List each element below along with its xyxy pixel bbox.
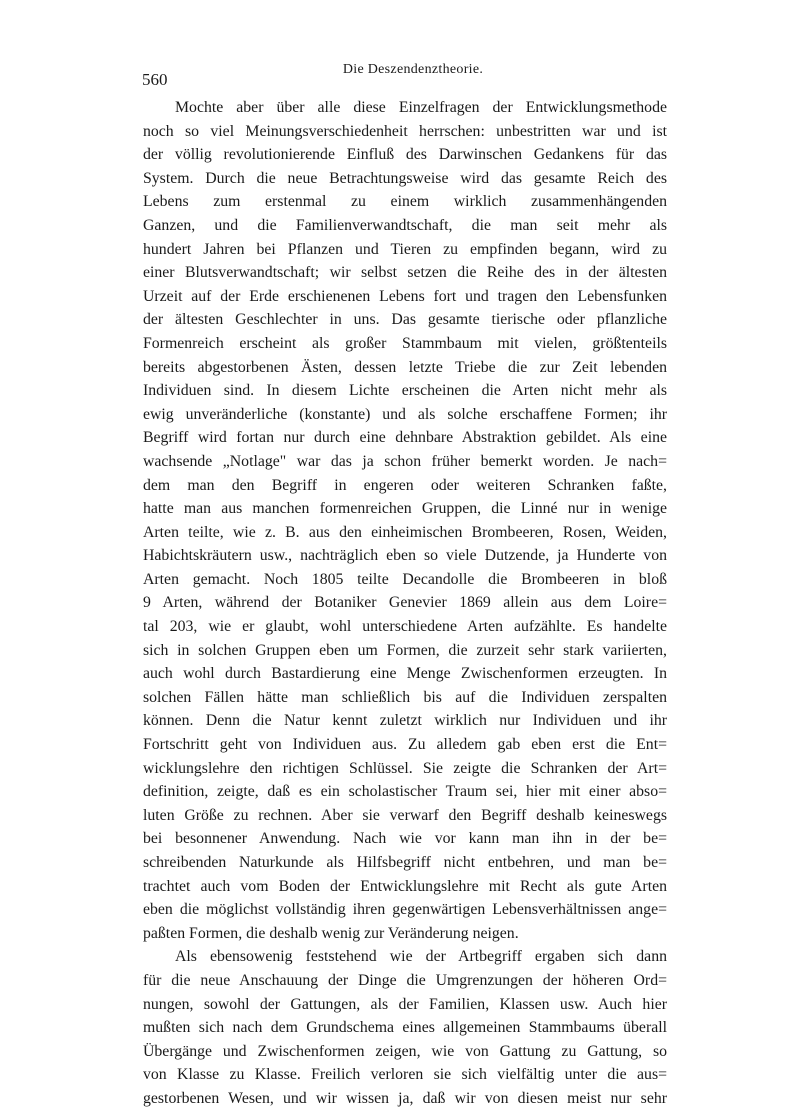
text-line: bei besonnener Anwendung. Nach wie vor kann man ihn in der be= bbox=[143, 830, 667, 848]
text-line: System. Durch die neue Betrachtungsweise wird das gesamte Reich des bbox=[143, 169, 667, 187]
text-line: nungen, sowohl der Gattungen, als der Familien, Klassen usw. Auch hier bbox=[143, 995, 667, 1013]
text-line: Individuen sind. In diesem Lichte erscheinen die Arten nicht mehr als bbox=[143, 382, 667, 400]
running-head: Die Deszendenztheorie. bbox=[342, 62, 484, 77]
text-line: hatte man aus manchen formenreichen Gruppen, die Linné nur in wenige bbox=[143, 500, 667, 518]
text-line: Fortschritt geht von Individuen aus. Zu alledem gab eben erst die Ent= bbox=[143, 736, 667, 754]
text-line: wachsende „Notlage" war das ja schon früher bemerkt worden. Je nach= bbox=[143, 452, 667, 470]
text-line: Begriff wird fortan nur durch eine dehnbare Abstraktion gebildet. Als eine bbox=[143, 429, 667, 447]
text-line: sich in solchen Gruppen eben um Formen, die zurzeit sehr stark variierten, bbox=[143, 641, 667, 659]
text-line: Übergänge und Zwischenformen zeigen, wie von Gattung zu Gattung, so bbox=[143, 1042, 667, 1060]
text-line: definition, zeigte, daß es ein scholastischer Traum sei, hier mit einer abso= bbox=[143, 783, 667, 801]
text-line: auch wohl durch Bastardierung eine Menge Zwischenformen erzeugten. In bbox=[143, 665, 667, 683]
text-line: Urzeit auf der Erde erschienenen Lebens fort und tragen den Lebensfunken bbox=[143, 287, 667, 305]
text-line: dem man den Begriff in engeren oder weiteren Schranken faßte, bbox=[143, 476, 667, 494]
text-line: Ganzen, und die Familienverwandtschaft, die man seit mehr als bbox=[143, 216, 667, 234]
text-line: von Klasse zu Klasse. Freilich verloren sie sich vielfältig unter die aus= bbox=[143, 1066, 667, 1084]
text-line: Habichtskräutern usw., nachträglich eben so viele Dutzende, ja Hunderte von bbox=[143, 547, 667, 565]
text-line: Arten gemacht. Noch 1805 teilte Decandolle die Brombeeren in bloß bbox=[143, 570, 667, 588]
text-line: für die neue Anschauung der Dinge die Umgrenzungen der höheren Ord= bbox=[143, 971, 667, 989]
text-line: trachtet auch vom Boden der Entwicklungslehre mit Recht als gute Arten bbox=[143, 877, 667, 895]
text-line: ewig unveränderliche (konstante) und als solche erschaffene Formen; ihr bbox=[143, 405, 667, 423]
text-line: bereits abgestorbenen Ästen, dessen letzte Triebe die zur Zeit lebenden bbox=[143, 358, 667, 376]
text-line: können. Denn die Natur kennt zuletzt wirklich nur Individuen und ihr bbox=[143, 712, 667, 730]
text-line: noch so viel Meinungsverschiedenheit herrschen: unbestritten war und ist bbox=[143, 122, 667, 140]
text-line: Formenreich erscheint als großer Stammbaum mit vielen, größtenteils bbox=[143, 334, 667, 352]
text-line: einer Blutsverwandtschaft; wir selbst setzen die Reihe des in der ältesten bbox=[143, 264, 667, 282]
text-line: schreibenden Naturkunde als Hilfsbegriff nicht entbehren, und man be= bbox=[143, 854, 667, 871]
text-line: Arten teilte, wie z. B. aus den einheimischen Brombeeren, Rosen, Weiden, bbox=[143, 523, 667, 541]
text-line: Lebens zum erstenmal zu einem wirklich zusammenhängenden bbox=[143, 193, 667, 211]
text-line: hundert Jahren bei Pflanzen und Tieren zu empfinden begann, wird zu bbox=[143, 240, 667, 258]
text-line: gestorbenen Wesen, und wir wissen ja, daß wir von diesen meist nur sehr bbox=[143, 1089, 667, 1107]
body-text bbox=[143, 96, 667, 1111]
text-line: 9 Arten, während der Botaniker Genevier 1869 allein aus dem Loire= bbox=[143, 594, 667, 612]
text-line: mußten sich nach dem Grundschema eines allgemeinen Stammbaums überall bbox=[143, 1019, 667, 1037]
text-line: der völlig revolutionierende Einfluß des Darwinschen Gedankens für das bbox=[143, 146, 667, 164]
page-number: 560 bbox=[142, 70, 168, 89]
text-line: Als ebensowenig feststehend wie der Artbegriff ergaben sich dann bbox=[175, 948, 667, 966]
text-line: tal 203, wie er glaubt, wohl unterschiedene Arten aufzählte. Es handelte bbox=[143, 618, 667, 636]
text-line: wicklungslehre den richtigen Schlüssel. Sie zeigte die Schranken der Art= bbox=[143, 759, 667, 777]
text-line: luten Größe zu rechnen. Aber sie verwarf den Begriff deshalb keineswegs bbox=[143, 806, 667, 824]
text-line: solchen Fällen hätte man schließlich bis auf die Individuen zerspalten bbox=[143, 688, 667, 706]
text-line: Mochte aber über alle diese Einzelfragen der Entwicklungsmethode bbox=[175, 99, 667, 116]
text-line: der ältesten Geschlechter in uns. Das gesamte tierische oder pflanzliche bbox=[143, 311, 667, 329]
text-line: paßten Formen, die deshalb wenig zur Veränderung neigen. bbox=[143, 924, 519, 942]
text-line: eben die möglichst vollständig ihren gegenwärtigen Lebensverhältnissen ange= bbox=[143, 901, 667, 919]
